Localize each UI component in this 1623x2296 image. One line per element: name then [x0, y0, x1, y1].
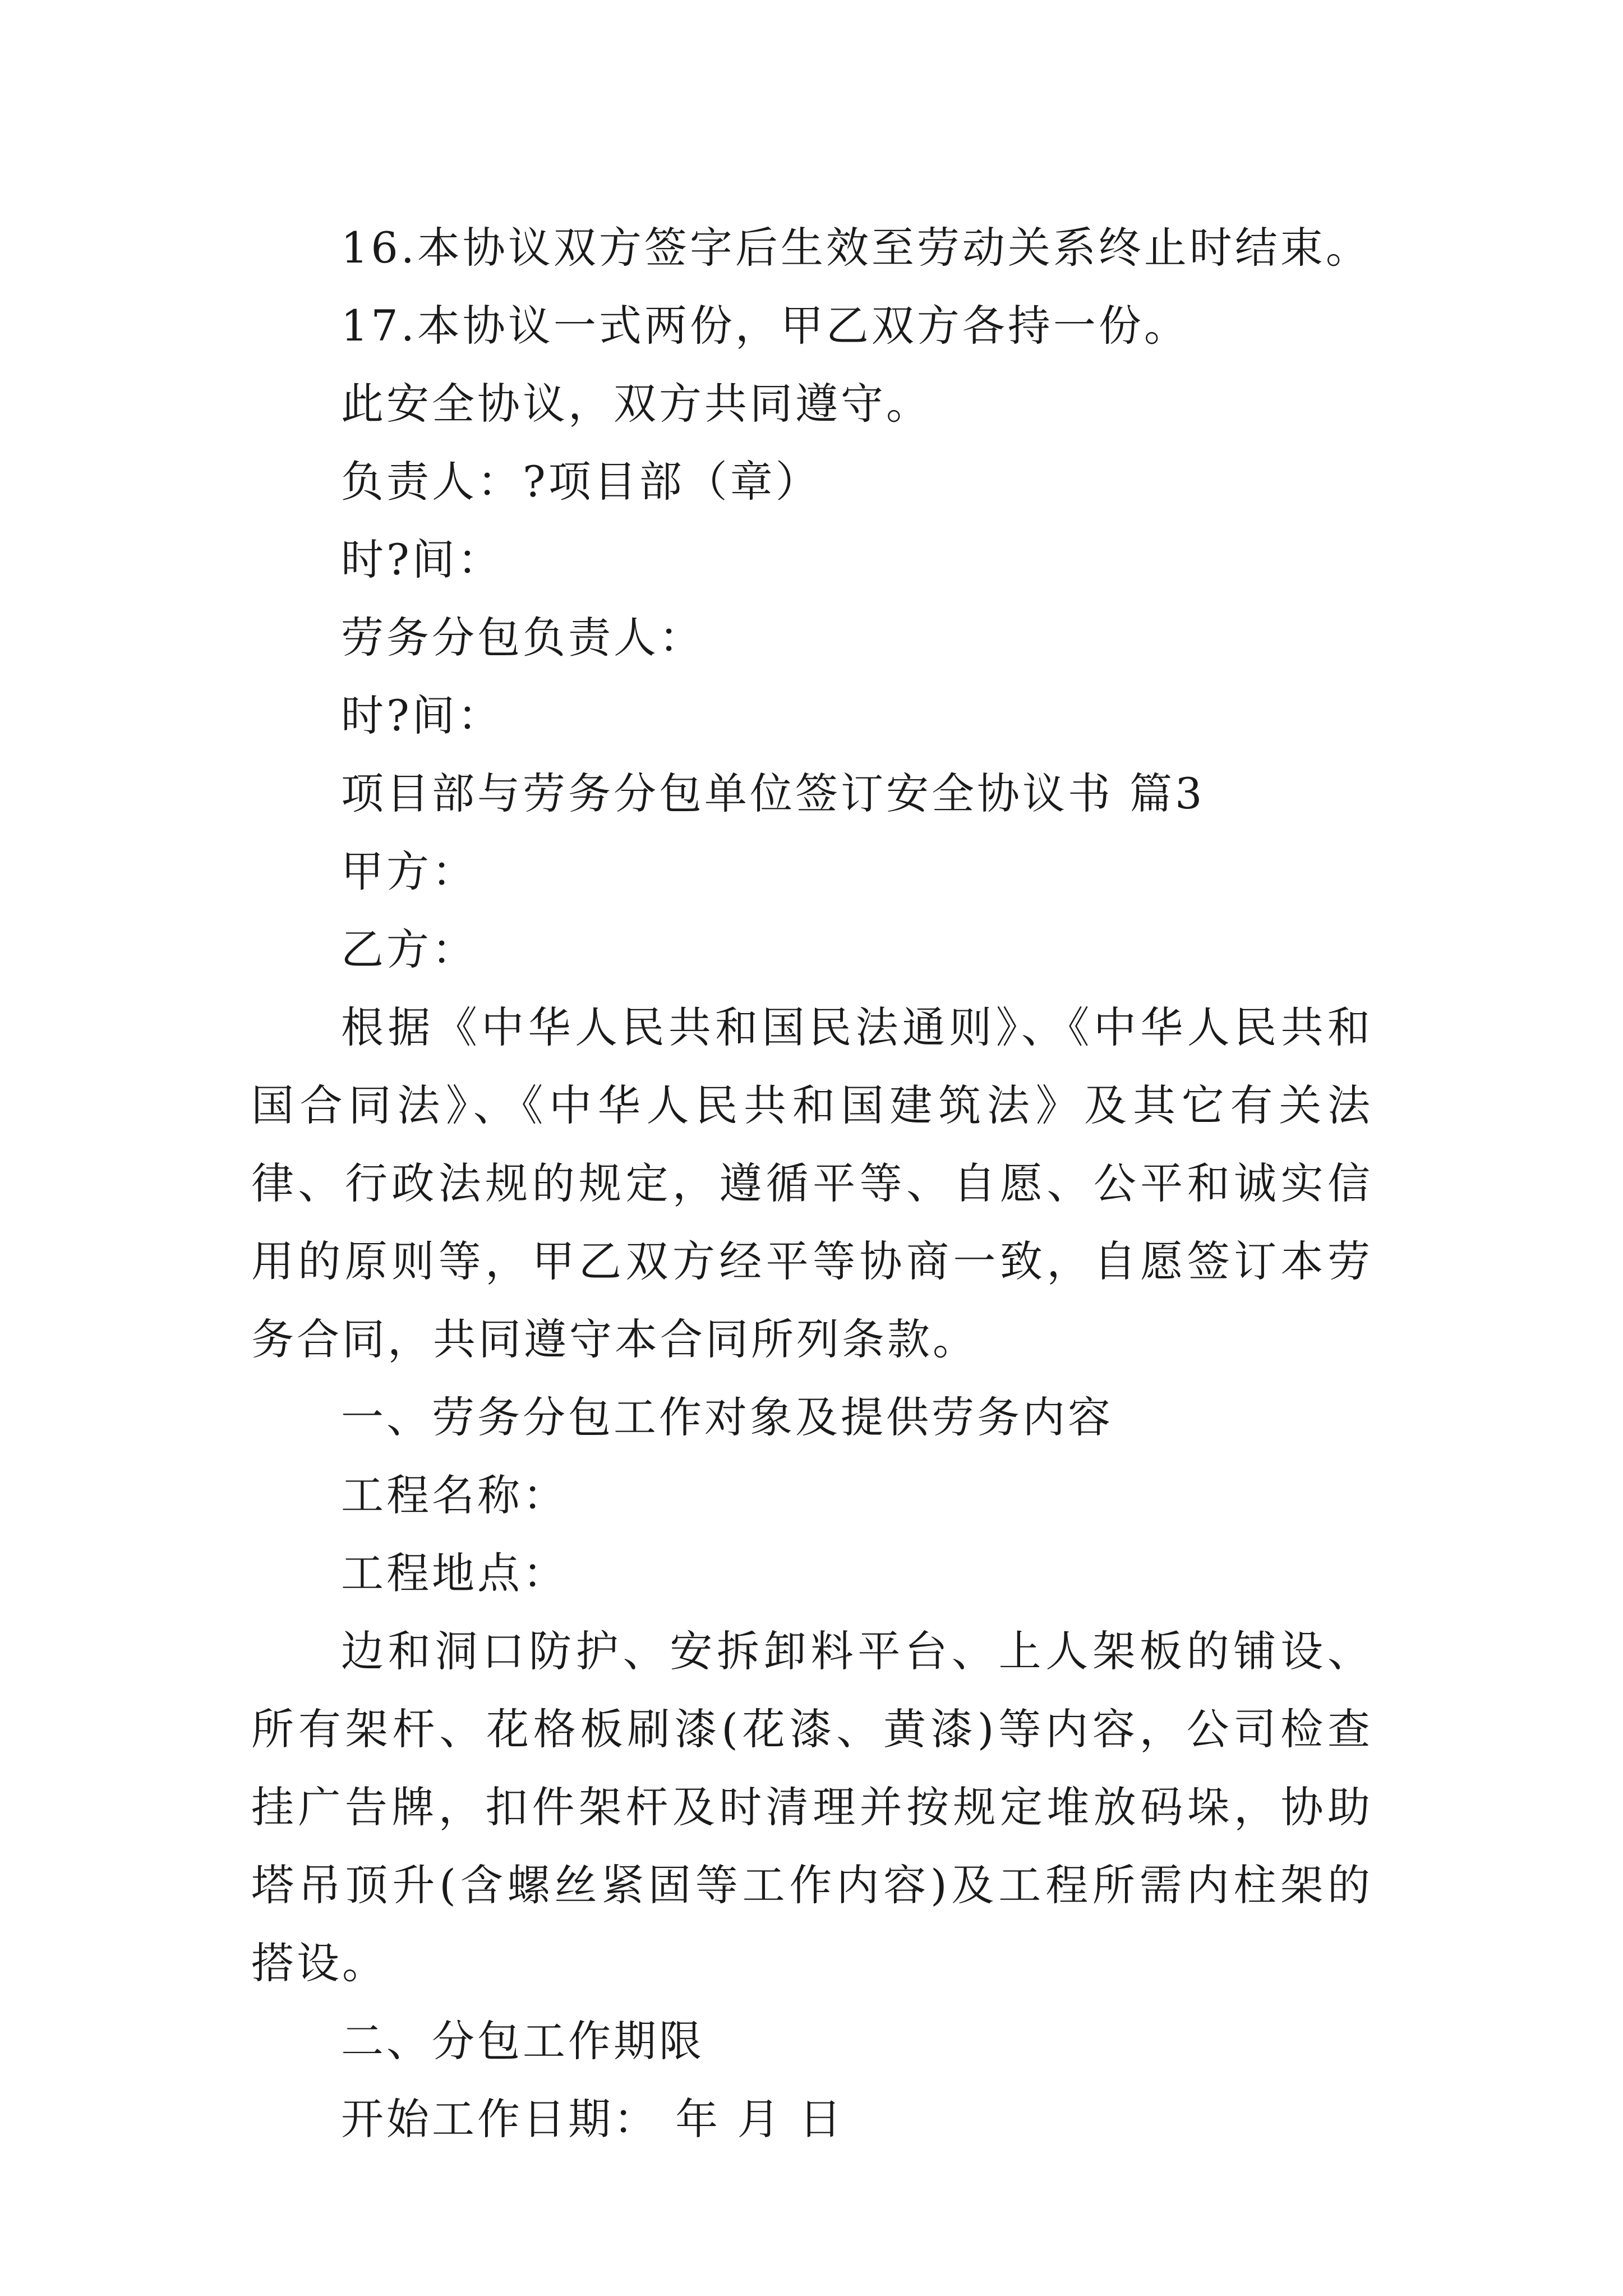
heading-1: 一、劳务分包工作对象及提供劳务内容 — [341, 1392, 1113, 1442]
subcontract-responsible-line: 劳务分包负责人： — [341, 613, 704, 662]
clause-16: 16.本协议双方签字后生效至劳动关系终止时结束。 — [341, 223, 1371, 273]
date-line-2: 时?间： — [341, 691, 503, 740]
responsible-person-line: 负责人：?项目部（章） — [341, 457, 821, 507]
party-b-line: 乙方： — [341, 924, 477, 974]
start-date-line: 开始工作日期： 年 月 日 — [341, 2094, 845, 2144]
party-a-line: 甲方： — [341, 846, 477, 896]
legal-basis-paragraph: 根据《中华人民共和国民法通则》、《中华人民共和国合同法》、《中华人民共和国建筑法》及其它有关法律、行政法规的规定，遵循平等、自愿、公平和诚实信用的原则等，甲乙双方经平等协商一致，自愿签订本劳务合同，共同遵守本合同所列条款。 — [251, 1002, 1373, 1364]
date-line-1: 时?间： — [341, 535, 503, 585]
clause-17: 17.本协议一式两份，甲乙双方各持一份。 — [341, 301, 1189, 351]
project-location-line: 工程地点： — [341, 1548, 568, 1598]
section-title: 项目部与劳务分包单位签订安全协议书 篇3 — [341, 769, 1205, 818]
document-body — [251, 209, 1373, 2158]
project-name-line: 工程名称： — [341, 1470, 568, 1520]
work-content-paragraph: 边和洞口防护、安拆卸料平台、上人架板的铺设、所有架杆、花格板刷漆(花漆、黄漆)等内容，公司检查挂广告牌，扣件架杆及时清理并按规定堆放码垛，协助塔吊顶升(含螺丝紧固等工作内容)及工程所需内柱架的搭设。 — [251, 1626, 1373, 1988]
heading-2: 二、分包工作期限 — [341, 2016, 704, 2066]
agreement-note: 此安全协议，双方共同遵守。 — [341, 379, 932, 429]
